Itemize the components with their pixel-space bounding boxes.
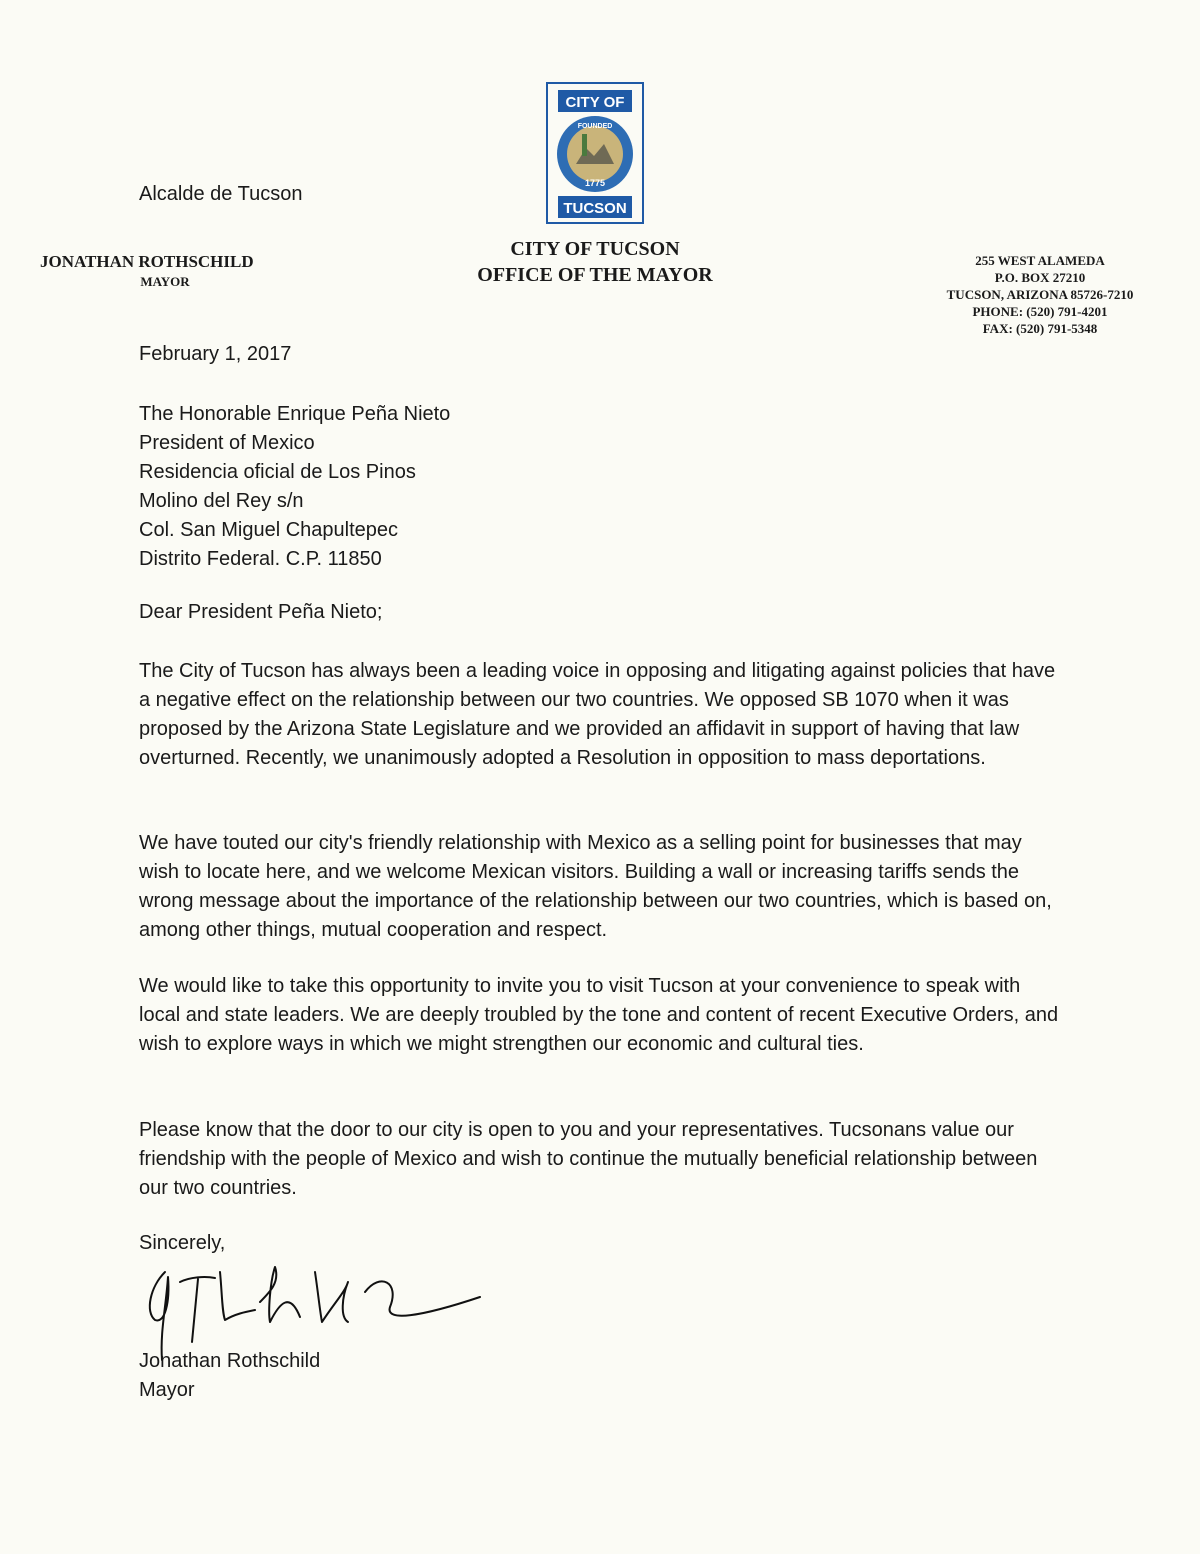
svg-text:CITY OF: CITY OF: [565, 94, 625, 111]
address-street: 255 WEST ALAMEDA: [975, 253, 1105, 268]
svg-text:TUCSON: TUCSON: [563, 200, 627, 217]
body-paragraph: We have touted our city's friendly relationship with Mexico as a selling point for businesses that may wish to locate here, and we welcome Mexican visitors. Building a wall or increasing tariffs sends the wrong message about the importance of the relationship between our two countries, which is based on, among other things, mutual cooperation and respect.: [139, 832, 1052, 941]
body-paragraph: Please know that the door to our city is open to you and your representatives. Tucsonans value our friendship with the people of Mexico and wish to continue the mutually beneficial relationship between our two countries.: [139, 1119, 1038, 1199]
recipient-line: Molino del Rey s/n: [139, 490, 304, 512]
body-paragraph: The City of Tucson has always been a leading voice in opposing and litigating against policies that have a negative effect on the relationship between our two countries. We opposed SB 1070 when it was proposed by the Arizona State Legislature and we provided an affidavit in support of having that law overturned. Recently, we unanimously adopted a Resolution in opposition to mass deportations.: [139, 660, 1056, 769]
mayor-address: [910, 252, 1170, 337]
svg-text:1775: 1775: [584, 178, 606, 188]
signer-title: Mayor: [139, 1379, 195, 1401]
body-paragraph: We would like to take this opportunity to invite you to visit Tucson at your convenience to speak with local and state leaders. We are deeply troubled by the tone and content of recent Executive Orders, and wish to explore ways in which we might strengthen our economic and cultural ties.: [139, 975, 1059, 1055]
office-line-mayor: OFFICE OF THE MAYOR: [477, 264, 713, 286]
address-fax: FAX: (520) 791-5348: [982, 321, 1098, 336]
recipient-line: Residencia oficial de Los Pinos: [139, 461, 416, 483]
recipient-block: [139, 400, 450, 574]
letter-date: February 1, 2017: [139, 343, 292, 365]
recipient-line: Col. San Miguel Chapultepec: [139, 519, 399, 541]
recipient-line: Distrito Federal. C.P. 11850: [139, 548, 382, 570]
office-heading: [440, 236, 750, 288]
mayor-title: MAYOR: [140, 274, 190, 289]
address-phone: PHONE: (520) 791-4201: [972, 304, 1108, 319]
svg-text:FOUNDED: FOUNDED: [577, 123, 613, 130]
signer-name: Jonathan Rothschild: [139, 1350, 321, 1372]
closing: Sincerely,: [139, 1232, 226, 1254]
alcalde-label: Alcalde de Tucson: [139, 183, 303, 205]
mayor-name: JONATHAN ROTHSCHILD: [40, 252, 254, 271]
salutation: Dear President Peña Nieto;: [139, 601, 383, 623]
recipient-line: The Honorable Enrique Peña Nieto: [139, 403, 451, 425]
city-seal-logo: [546, 82, 644, 224]
address-city: TUCSON, ARIZONA 85726-7210: [946, 287, 1134, 302]
office-line-city: CITY OF TUCSON: [510, 238, 680, 260]
signer-block: [139, 1347, 320, 1405]
address-po-box: P.O. BOX 27210: [994, 270, 1086, 285]
recipient-line: President of Mexico: [139, 432, 315, 454]
